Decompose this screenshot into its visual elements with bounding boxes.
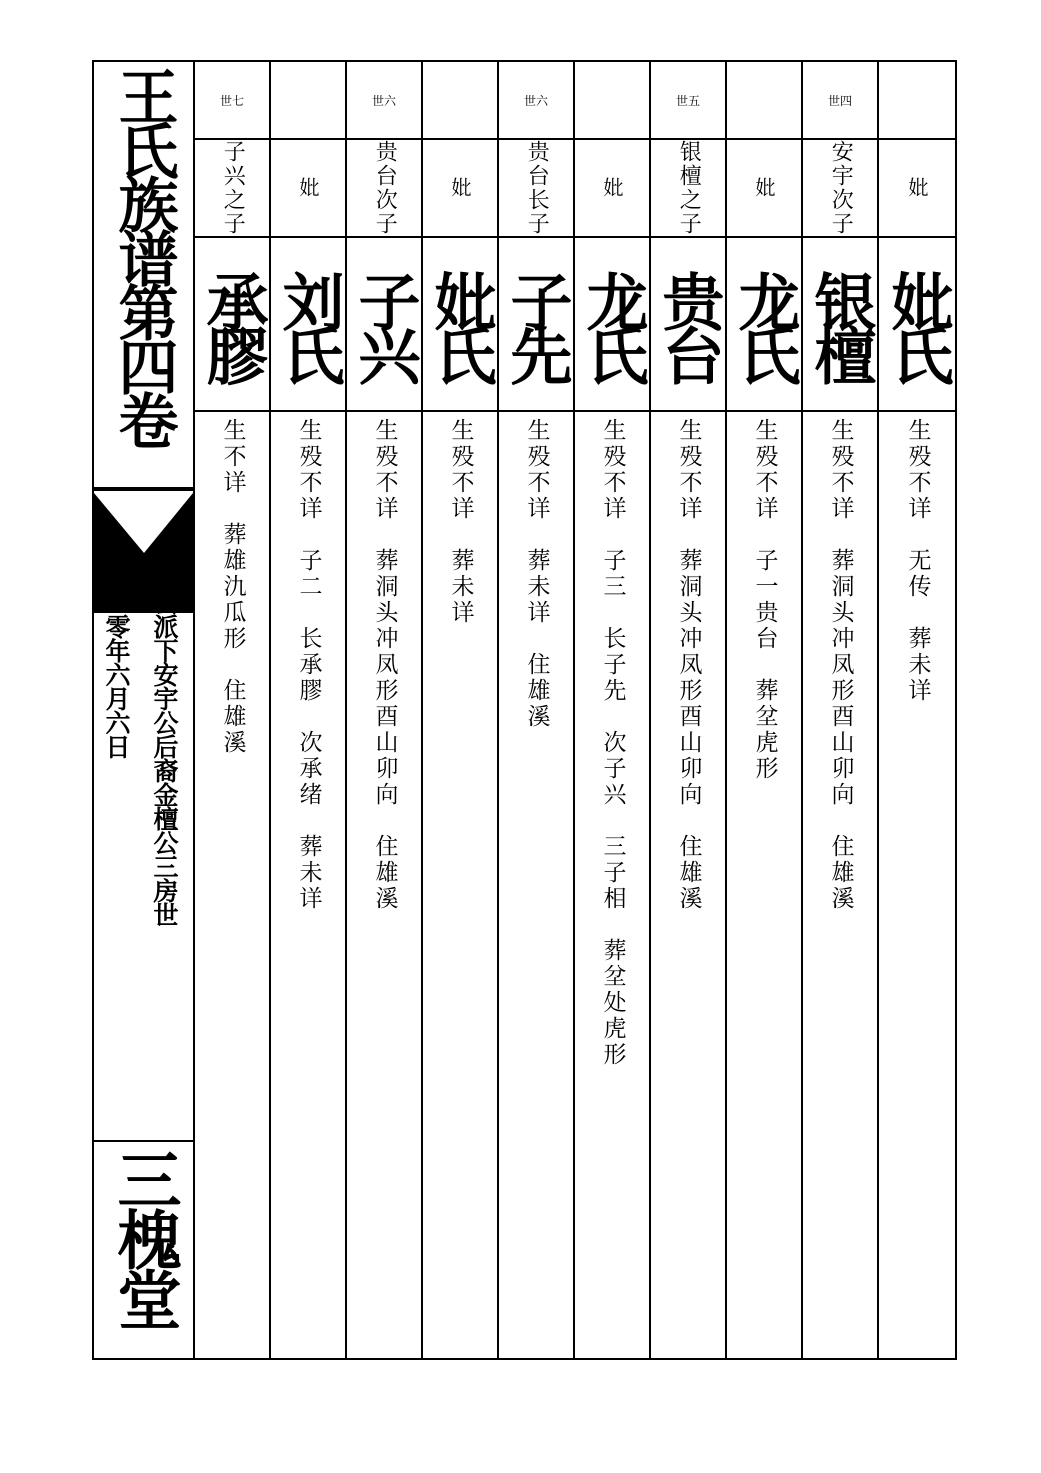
name-cell — [347, 238, 421, 412]
record-column — [727, 62, 803, 1358]
genealogy-page — [92, 60, 957, 1360]
record-column — [423, 62, 499, 1358]
relation-text: 贵台次子 — [372, 140, 398, 236]
name-cell — [423, 238, 497, 412]
person-name: 龙氏 — [728, 270, 801, 378]
info-text: 生殁不详 葬洞头冲凤形酉山卯向 住雄溪 — [827, 418, 854, 912]
lineage-label: 冷保公派下安宇公后裔金檀公三房世 — [150, 542, 179, 926]
person-name: 刘氏 — [272, 270, 345, 378]
title-divider — [94, 487, 193, 491]
book-title — [94, 62, 193, 487]
record-column — [499, 62, 575, 1358]
record-column — [803, 62, 879, 1358]
relation-text: 妣 — [296, 177, 320, 199]
relation-cell — [651, 140, 725, 238]
relation-cell — [727, 140, 801, 238]
info-text: 生殁不详 子二 长承膠 次承绪 葬未详 — [295, 418, 322, 912]
date-label: 二零二零年六月六日 — [102, 542, 131, 758]
relation-text: 银檀之子 — [676, 140, 702, 236]
hall-name — [94, 1147, 193, 1357]
info-cell — [803, 414, 877, 1354]
relation-text: 贵台长子 — [524, 140, 550, 236]
generation-label: 世五 — [651, 62, 725, 140]
generation-label: 世六 — [499, 62, 573, 140]
info-cell — [575, 414, 649, 1354]
name-cell — [803, 238, 877, 412]
record-column — [195, 62, 271, 1358]
relation-cell — [195, 140, 269, 238]
person-name: 银檀 — [804, 270, 877, 378]
generation-label: 世六 — [347, 62, 421, 140]
relation-cell — [575, 140, 649, 238]
info-cell — [727, 414, 801, 1354]
info-cell — [271, 414, 345, 1354]
name-cell — [195, 238, 269, 412]
generation-label — [727, 62, 801, 140]
name-cell — [879, 238, 955, 412]
info-cell — [195, 414, 269, 1354]
relation-text: 安宇次子 — [828, 140, 854, 236]
person-name: 承膠 — [196, 270, 269, 378]
generation-label — [271, 62, 345, 140]
lineage-text — [152, 542, 177, 930]
info-text: 生殁不详 子三 长子先 次子兴 三子相 葬坌处虎形 — [599, 418, 626, 1068]
relation-text: 妣 — [752, 177, 776, 199]
name-cell — [575, 238, 649, 412]
info-cell — [651, 414, 725, 1354]
person-name: 子先 — [500, 270, 573, 378]
relation-cell — [879, 140, 955, 238]
person-name: 子兴 — [348, 270, 421, 378]
record-column — [879, 62, 955, 1358]
relation-cell — [347, 140, 421, 238]
name-cell — [651, 238, 725, 412]
info-cell — [423, 414, 497, 1354]
record-columns — [195, 62, 955, 1358]
record-column — [651, 62, 727, 1358]
record-column — [347, 62, 423, 1358]
relation-cell — [803, 140, 877, 238]
info-cell — [499, 414, 573, 1354]
info-text: 生殁不详 葬未详 住雄溪 — [523, 418, 550, 730]
generation-label — [879, 62, 955, 140]
relation-cell — [423, 140, 497, 238]
book-title-text: 王氏族谱第四卷 — [108, 66, 179, 444]
info-text: 生殁不详 葬洞头冲凤形酉山卯向 住雄溪 — [371, 418, 398, 912]
date-text — [104, 542, 129, 762]
generation-label: 世四 — [803, 62, 877, 140]
relation-text: 妣 — [905, 177, 929, 199]
info-text: 生殁不详 葬洞头冲凤形酉山卯向 住雄溪 — [675, 418, 702, 912]
info-text: 生殁不详 子一贵台 葬坌虎形 — [751, 418, 778, 782]
record-column — [575, 62, 651, 1358]
person-name: 妣氏 — [424, 270, 497, 378]
record-column — [271, 62, 347, 1358]
relation-cell — [499, 140, 573, 238]
sidebar — [94, 62, 195, 1358]
relation-text: 妣 — [600, 177, 624, 199]
info-text: 生不详 葬雄氿瓜形 住雄溪 — [219, 418, 246, 756]
name-cell — [499, 238, 573, 412]
info-text: 生殁不详 葬未详 — [447, 418, 474, 626]
generation-label — [423, 62, 497, 140]
relation-text: 妣 — [448, 177, 472, 199]
generation-label — [575, 62, 649, 140]
hall-name-text: 三槐堂 — [106, 1147, 182, 1327]
generation-label: 世七 — [195, 62, 269, 140]
relation-text: 子兴之子 — [220, 140, 246, 236]
person-name: 妣氏 — [881, 270, 954, 378]
relation-cell — [271, 140, 345, 238]
info-cell — [347, 414, 421, 1354]
person-name: 贵台 — [652, 270, 725, 378]
info-text: 生殁不详 无传 葬未详 — [904, 418, 931, 704]
name-cell — [727, 238, 801, 412]
name-cell — [271, 238, 345, 412]
hall-divider — [94, 1140, 193, 1142]
info-cell — [879, 414, 955, 1354]
person-name: 龙氏 — [576, 270, 649, 378]
